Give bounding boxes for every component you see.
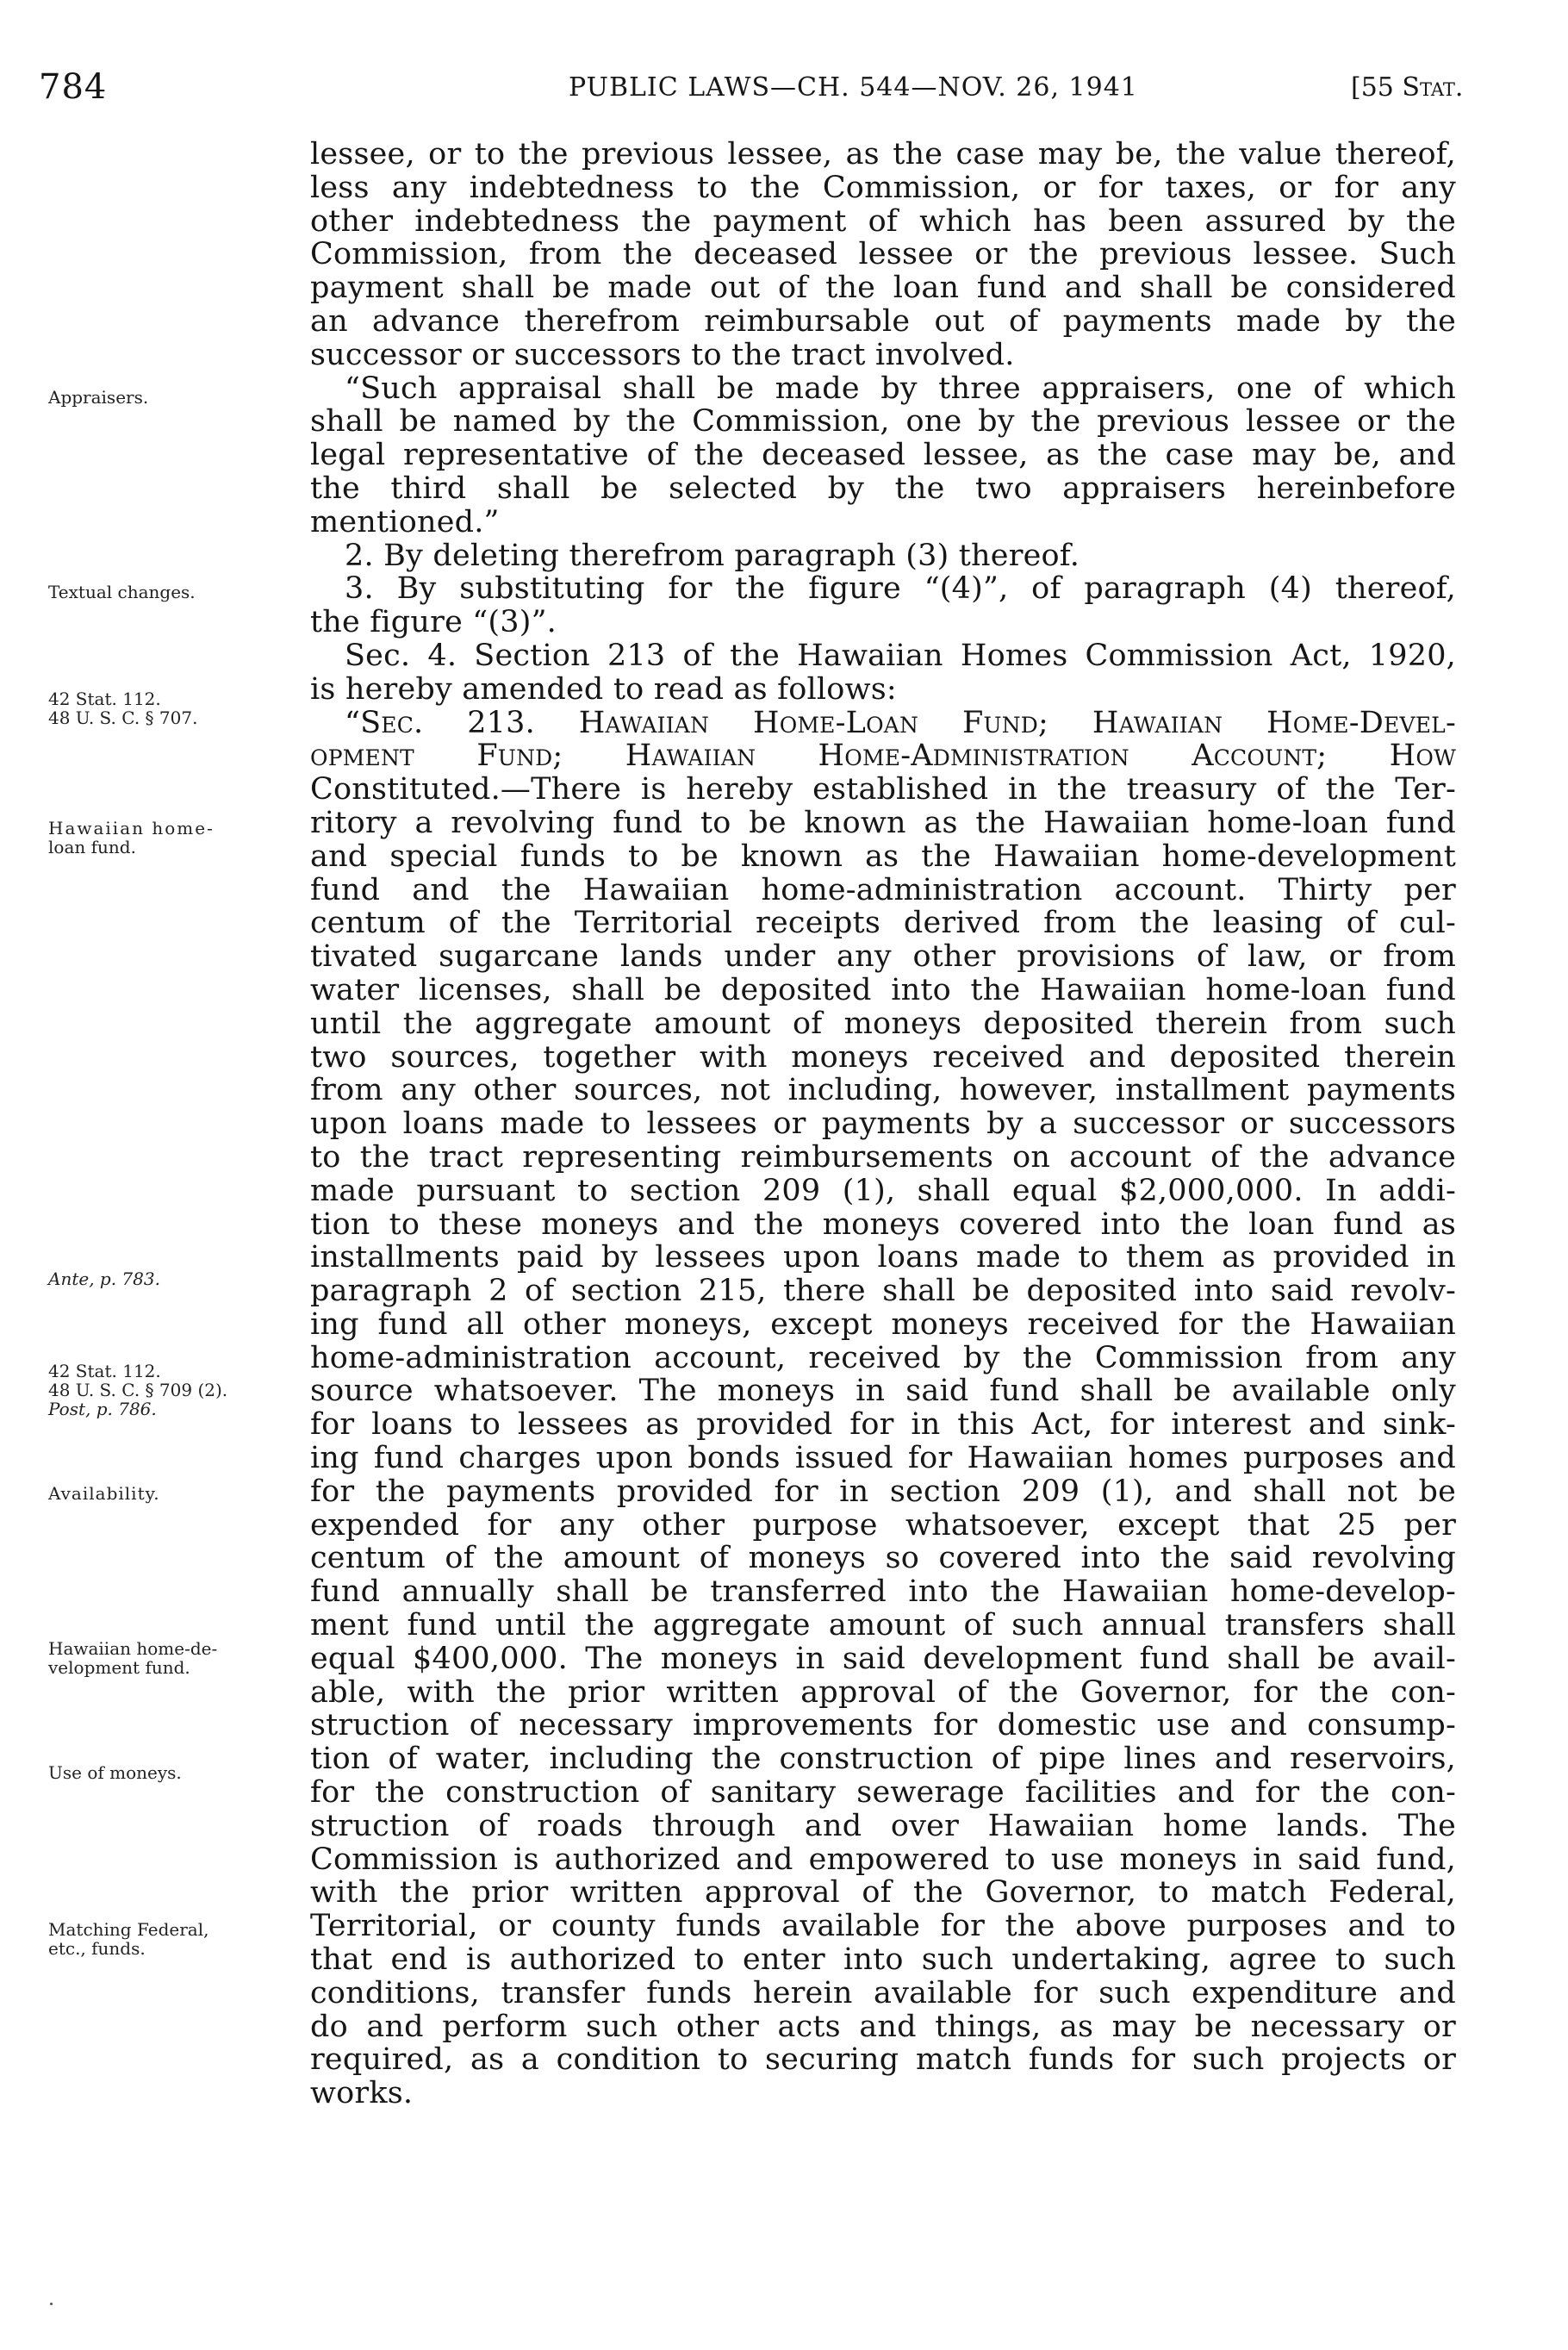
margin-note-home-loan-fund: Hawaiian home- loan fund. [48, 818, 215, 857]
text-line: installments paid by lessees upon loans made to them as provided in [310, 1240, 1456, 1275]
text-line: do and perform such other acts and things, as may be necessary or [310, 2009, 1456, 2044]
text-line: two sources, together with moneys received and deposited therein [310, 1039, 1456, 1075]
text-line: is hereby amended to read as follows: [310, 671, 897, 707]
margin-note-appraisers: Appraisers. [48, 387, 149, 408]
text-line: conditions, transfer funds herein available for such expenditure and [310, 1975, 1456, 2010]
text-line: the figure “(3)”. [310, 605, 557, 640]
text-line: to the tract representing reimbursements on account of the advance [310, 1139, 1456, 1175]
text-line: that end is authorized to enter into such undertaking, agree to such [310, 1942, 1456, 1978]
text-line: struction of necessary improvements for domestic use and consump- [310, 1708, 1456, 1743]
text-line: from any other sources, not including, however, installment payments [310, 1073, 1456, 1108]
text-line: ment fund until the aggregate amount of such annual transfers shall [310, 1608, 1456, 1643]
scan-speck [50, 2303, 53, 2305]
text-line: works. [310, 2076, 414, 2111]
text-line: paragraph 2 of section 215, there shall be deposited into said revolv- [310, 1274, 1456, 1309]
text-line: other indebtedness the payment of which has been assured by the [310, 203, 1456, 239]
text-line: for the construction of sanitary sewerage facilities and for the con- [310, 1775, 1456, 1811]
text-line: ing fund all other moneys, except moneys received for the Hawaiian [310, 1306, 1456, 1342]
section-heading-line: opment Fund; Hawaiian Home-Administration Account; How [310, 739, 1456, 774]
text-line: able, with the prior written approval of the Governor, for the con- [310, 1674, 1456, 1710]
margin-note-matching-funds: Matching Federal, etc., funds. [48, 1919, 209, 1959]
text-line: Constituted.—There is hereby established in the treasury of the Ter- [310, 772, 1456, 807]
text-line: payment shall be made out of the loan fund and shall be considered [310, 271, 1456, 306]
text-line: tion to these moneys and the moneys covered into the loan fund as [310, 1206, 1456, 1242]
volume-reference: [55 Stat. [1351, 72, 1464, 103]
statute-body-text [310, 138, 1456, 2110]
text-line: mentioned.” [310, 504, 500, 539]
text-line: an advance therefrom reimbursable out of payments made by the [310, 303, 1456, 339]
text-line: source whatsoever. The moneys in said fund shall be available only [310, 1374, 1456, 1409]
text-line: upon loans made to lessees or payments by a successor or successors [310, 1106, 1456, 1142]
text-line: tion of water, including the construction of pipe lines and reservoirs, [310, 1742, 1456, 1777]
margin-note-use-of-moneys: Use of moneys. [48, 1762, 182, 1783]
text-line: 3. By substituting for the figure “(4)”, of paragraph (4) thereof, [345, 571, 1456, 607]
text-line: and special funds to be known as the Hawaiian home-development [310, 838, 1456, 874]
running-head: PUBLIC LAWS—CH. 544—NOV. 26, 1941 [569, 72, 1138, 103]
text-line: required, as a condition to securing match funds for such projects or [310, 2042, 1456, 2078]
text-line: struction of roads through and over Hawaiian home lands. The [310, 1808, 1456, 1843]
text-line: fund and the Hawaiian home-administration account. Thirty per [310, 872, 1456, 907]
text-line: expended for any other purpose whatsoever, except that 25 per [310, 1507, 1456, 1543]
text-line: fund annually shall be transferred into the Hawaiian home-develop- [310, 1574, 1456, 1610]
margin-note-availability: Availability. [48, 1483, 160, 1504]
page-number: 784 [39, 67, 108, 107]
margin-note-textual-changes: Textual changes. [48, 582, 196, 602]
text-line: centum of the Territorial receipts derived from the leasing of cul- [310, 906, 1456, 941]
text-line: equal $400,000. The moneys in said development fund shall be avail- [310, 1641, 1456, 1676]
text-line: the third shall be selected by the two appraisers hereinbefore [310, 471, 1456, 506]
page-header [0, 67, 1568, 110]
text-line: with the prior written approval of the Governor, to match Federal, [310, 1875, 1456, 1911]
text-line: less any indebtedness to the Commission, or for taxes, or for any [310, 170, 1456, 205]
text-line: shall be named by the Commission, one by the previous lessee or the [310, 404, 1456, 439]
text-line: 2. By deleting therefrom paragraph (3) thereof. [345, 538, 1080, 573]
text-line: for the payments provided for in section 209 (1), and shall not be [310, 1474, 1456, 1509]
section-heading-line: “Sec. 213. Hawaiian Home-Loan Fund; Hawaiian Home-Devel- [345, 705, 1456, 740]
text-line: centum of the amount of moneys so covered into the said revolving [310, 1541, 1456, 1576]
text-line: until the aggregate amount of moneys deposited therein from such [310, 1006, 1456, 1041]
text-line: ing fund charges upon bonds issued for Hawaiian homes purposes and [310, 1441, 1456, 1476]
text-line: Commission is authorized and empowered to use moneys in said fund, [310, 1842, 1456, 1877]
text-line: water licenses, shall be deposited into the Hawaiian home-loan fund [310, 972, 1456, 1007]
text-line: Sec. 4. Section 213 of the Hawaiian Homes Commission Act, 1920, [345, 638, 1456, 673]
text-line: made pursuant to section 209 (1), shall equal $2,000,000. In addi- [310, 1173, 1456, 1208]
text-line: legal representative of the deceased lessee, as the case may be, and [310, 438, 1456, 473]
text-line: for loans to lessees as provided for in this Act, for interest and sink- [310, 1407, 1456, 1443]
text-line: ritory a revolving fund to be known as the Hawaiian home-loan fund [310, 805, 1456, 840]
text-line: home-administration account, received by the Commission from any [310, 1340, 1456, 1375]
text-line: Commission, from the deceased lessee or the previous lessee. Such [310, 237, 1456, 272]
margin-note-statute-reference-1: 42 Stat. 112. 48 U. S. C. § 707. [48, 689, 198, 728]
text-line: Territorial, or county funds available for the above purposes and to [310, 1909, 1456, 1944]
margin-note-ante-reference: Ante, p. 783. [48, 1269, 160, 1289]
text-line: successor or successors to the tract involved. [310, 337, 1015, 372]
text-line: “Such appraisal shall be made by three appraisers, one of which [345, 371, 1456, 406]
margin-note-statute-reference-2: 42 Stat. 112. 48 U. S. C. § 709 (2). Post, p. 786. [48, 1361, 228, 1419]
margin-note-home-development-fund: Hawaiian home-de- velopment fund. [48, 1638, 218, 1678]
text-line: lessee, or to the previous lessee, as the case may be, the value thereof, [310, 137, 1456, 171]
text-line: tivated sugarcane lands under any other provisions of law, or from [310, 939, 1456, 975]
